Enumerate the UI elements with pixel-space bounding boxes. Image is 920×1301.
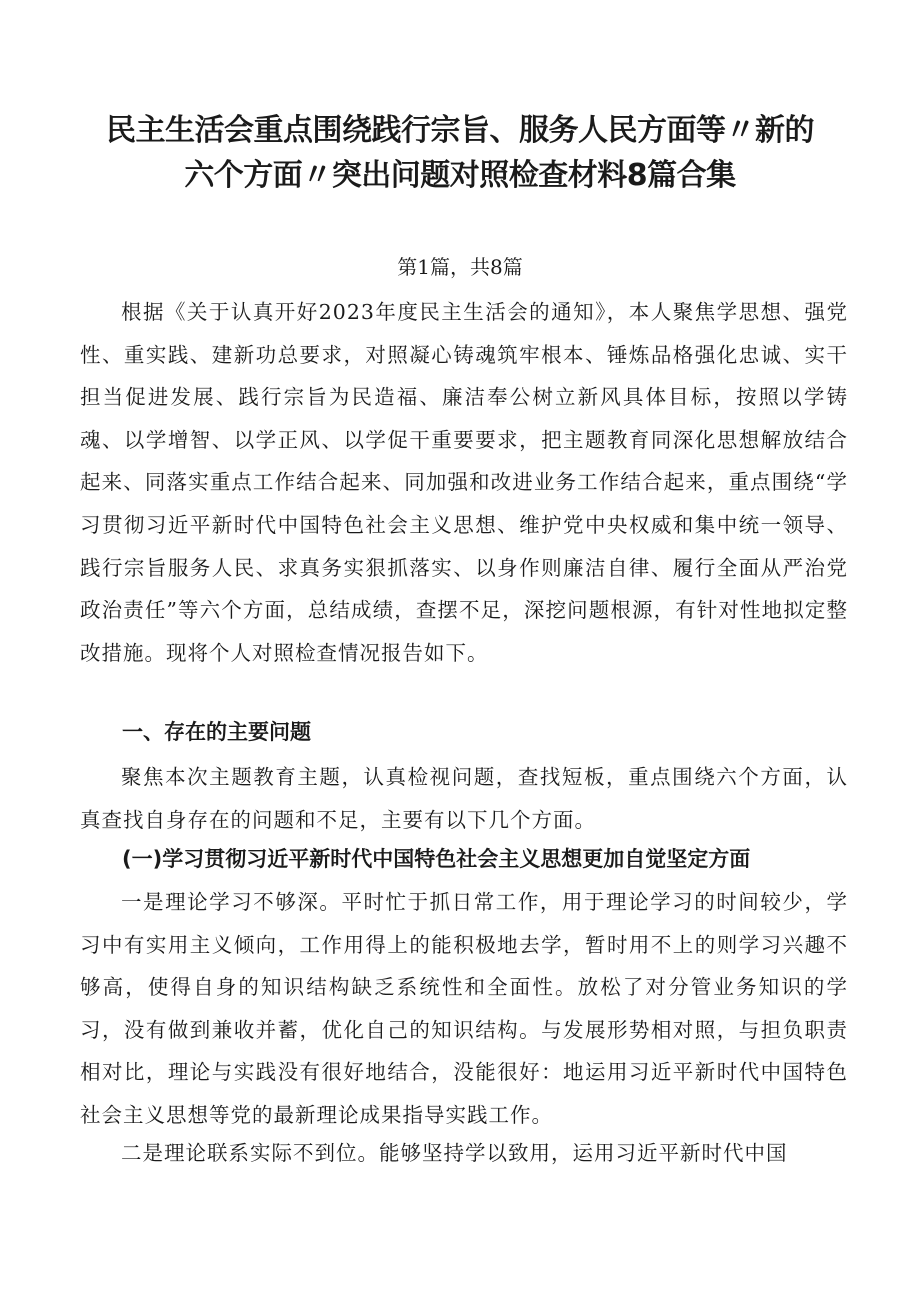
document-title-line-1: 民主生活会重点围绕践行宗旨、服务人民方面等〃新的 — [106, 113, 814, 148]
point-paragraph-2: 二是理论联系实际不到位。能够坚持学以致用，运用习近平新时代中国 — [121, 1141, 788, 1165]
intro-paragraph: 根据《关于认真开好2023年度民主生活会的通知》，本人聚焦学思想、强党性、重实践、建新功总要求，对照凝心铸魂筑牢根本、锤炼品格强化忠诚、实干担当促进发展、践行宗旨为民造福、廉洁奉公树立新风具体目标，按照以学铸魂、以学增智、以学正风、以学促干重要要求，把主题教育同深化思想解放结合起来、同落实重点工作结合起来、同加强和改进业务工作结合起来，重点围绕“学习贯彻习近平新时代中国特色社会主义思想、维护党中央权威和集中统一领导、践行宗旨服务人民、求真务实狠抓落实、以身作则廉洁自律、履行全面从严治党政治责任”等六个方面，总结成绩，查摆不足，深挖问题根源，有针对性地拟定整改措施。现将个人对照检查情况报告如下。 — [80, 300, 848, 665]
point-paragraph-1: 一是理论学习不够深。平时忙于抓日常工作，用于理论学习的时间较少，学习中有实用主义倾向，工作用得上的能积极地去学，暂时用不上的则学习兴趣不够高，使得自身的知识结构缺乏系统性和全面性。放松了对分管业务知识的学习，没有做到兼收并蓄，优化自己的知识结构。与发展形势相对照，与担负职责相对比，理论与实践没有很好地结合，没能很好：地运用习近平新时代中国特色社会主义思想等党的最新理论成果指导实践工作。 — [80, 890, 848, 1127]
section-intro-paragraph: 聚焦本次主题教育主题，认真检视问题，查找短板，重点围绕六个方面，认真查找自身存在的问题和不足，主要有以下几个方面。 — [80, 765, 848, 832]
document-title-line-2: 六个方面〃突出问题对照检查材料8篇合集 — [184, 158, 736, 193]
document-title — [60, 108, 860, 198]
part-label: 第1篇，共8篇 — [397, 255, 523, 279]
subsection-heading-1: (一)学习贯彻习近平新时代中国特色社会主义思想更加自觉坚定方面 — [122, 847, 751, 871]
section-heading-main-problems: 一、存在的主要问题 — [122, 720, 311, 744]
